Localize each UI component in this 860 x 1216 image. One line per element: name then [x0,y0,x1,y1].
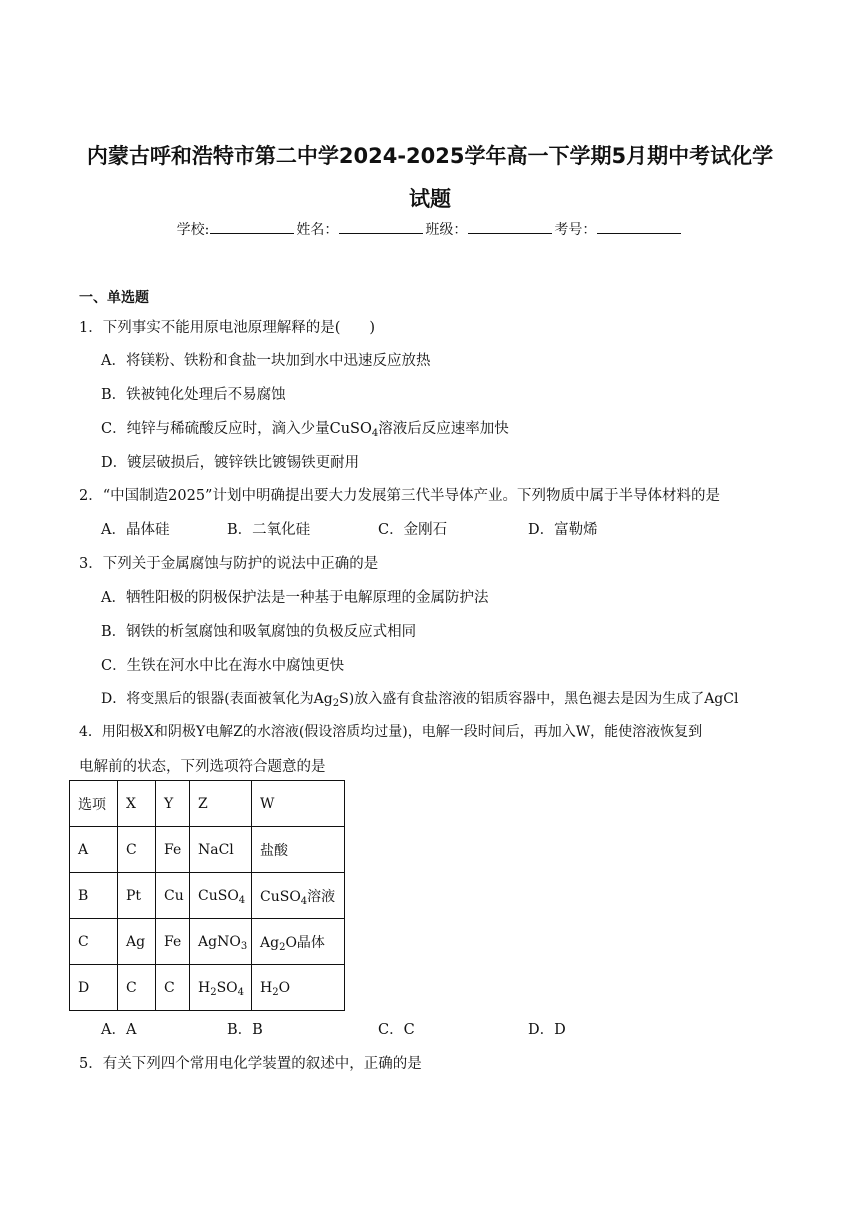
subscript: 2 [272,986,279,998]
table-cell: A [70,827,118,873]
table-cell: Ag [118,919,156,965]
class-label: 班级： [425,222,468,238]
table-cell: C [118,965,156,1011]
page-title-continued: 试题 [409,187,451,211]
subscript: 4 [238,894,246,906]
question-2-stem: 2．“中国制造2025”计划中明确提出要大力发展第三代半导体产业。下列物质中属于半导体材料的是 [79,488,720,504]
option-d-text: D．将变黑后的银器(表面被氧化为Ag [101,691,333,707]
question-3-stem: 3．下列关于金属腐蚀与防护的说法中正确的是 [79,556,379,572]
school-label: 学校: [176,222,210,238]
question-1-option-d: D．镀层破损后，镀锌铁比镀锡铁更耐用 [101,455,360,471]
cell-text-end: O晶体 [285,934,325,951]
question-2-option-c: C．金刚石 [378,522,448,538]
table-cell [190,873,252,919]
table-row [70,919,345,965]
option-d-text-end: S)放入盛有食盐溶液的铝质容器中，黑色褪去是因为生成了AgCl [339,691,739,707]
table-row [70,965,345,1011]
school-blank [210,219,294,234]
question-4-option-a: A．A [101,1022,137,1038]
table-header-row [70,781,345,827]
cell-text: CuSO [198,887,239,904]
subscript: 3 [240,940,248,952]
question-5-stem: 5．有关下列四个常用电化学装置的叙述中，正确的是 [79,1056,422,1072]
option-c-text: C．纯锌与稀硫酸反应时，滴入少量CuSO [101,421,372,437]
cell-text: H [198,979,211,996]
question-4-option-c: C．C [378,1022,415,1038]
cell-text-end: 溶液 [307,888,336,905]
table-cell: B [70,873,118,919]
class-blank [468,219,552,234]
table-cell: D [70,965,118,1011]
exam-no-blank [597,219,681,234]
subscript: 2 [279,941,286,953]
question-3-option-d [101,688,738,708]
student-info-row [0,219,860,239]
table-cell: NaCl [190,827,252,873]
question-2-option-d: D．富勒烯 [528,522,598,538]
subscript: 4 [237,986,245,998]
subscript: 2 [210,986,217,998]
name-blank [339,219,423,234]
table-cell: Fe [156,827,190,873]
table-cell: Pt [118,873,156,919]
subscript: 4 [371,428,379,439]
question-3-option-c: C．生铁在河水中比在海水中腐蚀更快 [101,658,345,674]
page-title: 内蒙古呼和浩特市第二中学2024-2025学年高一下学期5月期中考试化学 [86,144,774,168]
question-1-option-a: A．将镁粉、铁粉和食盐一块加到水中迅速反应放热 [101,353,431,369]
question-3-option-b: B．钢铁的析氢腐蚀和吸氧腐蚀的负极反应式相同 [101,624,417,640]
question-4-option-d: D．D [528,1022,566,1038]
table-cell: C [118,827,156,873]
table-cell [252,965,345,1011]
cell-text-mid: SO [216,979,238,996]
subscript: 4 [300,895,308,907]
question-1-option-c [101,417,509,438]
table-header-cell: Z [190,781,252,827]
question-3-option-a: A．牺牲阳极的阴极保护法是一种基于电解原理的金属防护法 [101,590,489,606]
cell-text: H [260,979,273,996]
cell-text-end: O [278,979,291,996]
cell-text: AgNO [198,933,241,950]
table-header-cell: X [118,781,156,827]
question-1-stem: 1．下列事实不能用原电池原理解释的是( ) [79,320,376,336]
question-2-option-a: A．晶体硅 [101,522,170,538]
subscript: 2 [332,698,340,709]
exam-no-label: 考号： [554,222,597,238]
table-header-cell: Y [156,781,190,827]
table-cell: 盐酸 [252,827,345,873]
table-cell [190,965,252,1011]
question-4-option-b: B．B [227,1022,263,1038]
question-4-table [69,780,345,1011]
question-1-option-b: B．铁被钝化处理后不易腐蚀 [101,387,286,403]
table-cell [252,873,345,919]
table-header-cell: 选项 [70,781,118,827]
table-header-cell: W [252,781,345,827]
cell-text: CuSO [260,888,301,905]
question-4-stem-line2: 电解前的状态，下列选项符合题意的是 [79,759,326,775]
table-cell [190,919,252,965]
name-label: 姓名： [296,222,339,238]
table-cell: C [156,965,190,1011]
option-c-text-end: 溶液后反应速率加快 [378,421,509,437]
section-heading: 一、单选题 [79,290,149,306]
table-cell: Cu [156,873,190,919]
cell-text: Ag [260,934,280,951]
question-2-option-b: B．二氧化硅 [227,522,311,538]
table-row [70,873,345,919]
table-cell: C [70,919,118,965]
table-cell [252,919,345,965]
table-row [70,827,345,873]
table-cell: Fe [156,919,190,965]
question-4-stem-line1: 4．用阳极X和阴极Y电解Z的水溶液(假设溶质均过量)，电解一段时间后，再加入W，能使溶液恢复到 [79,724,703,740]
